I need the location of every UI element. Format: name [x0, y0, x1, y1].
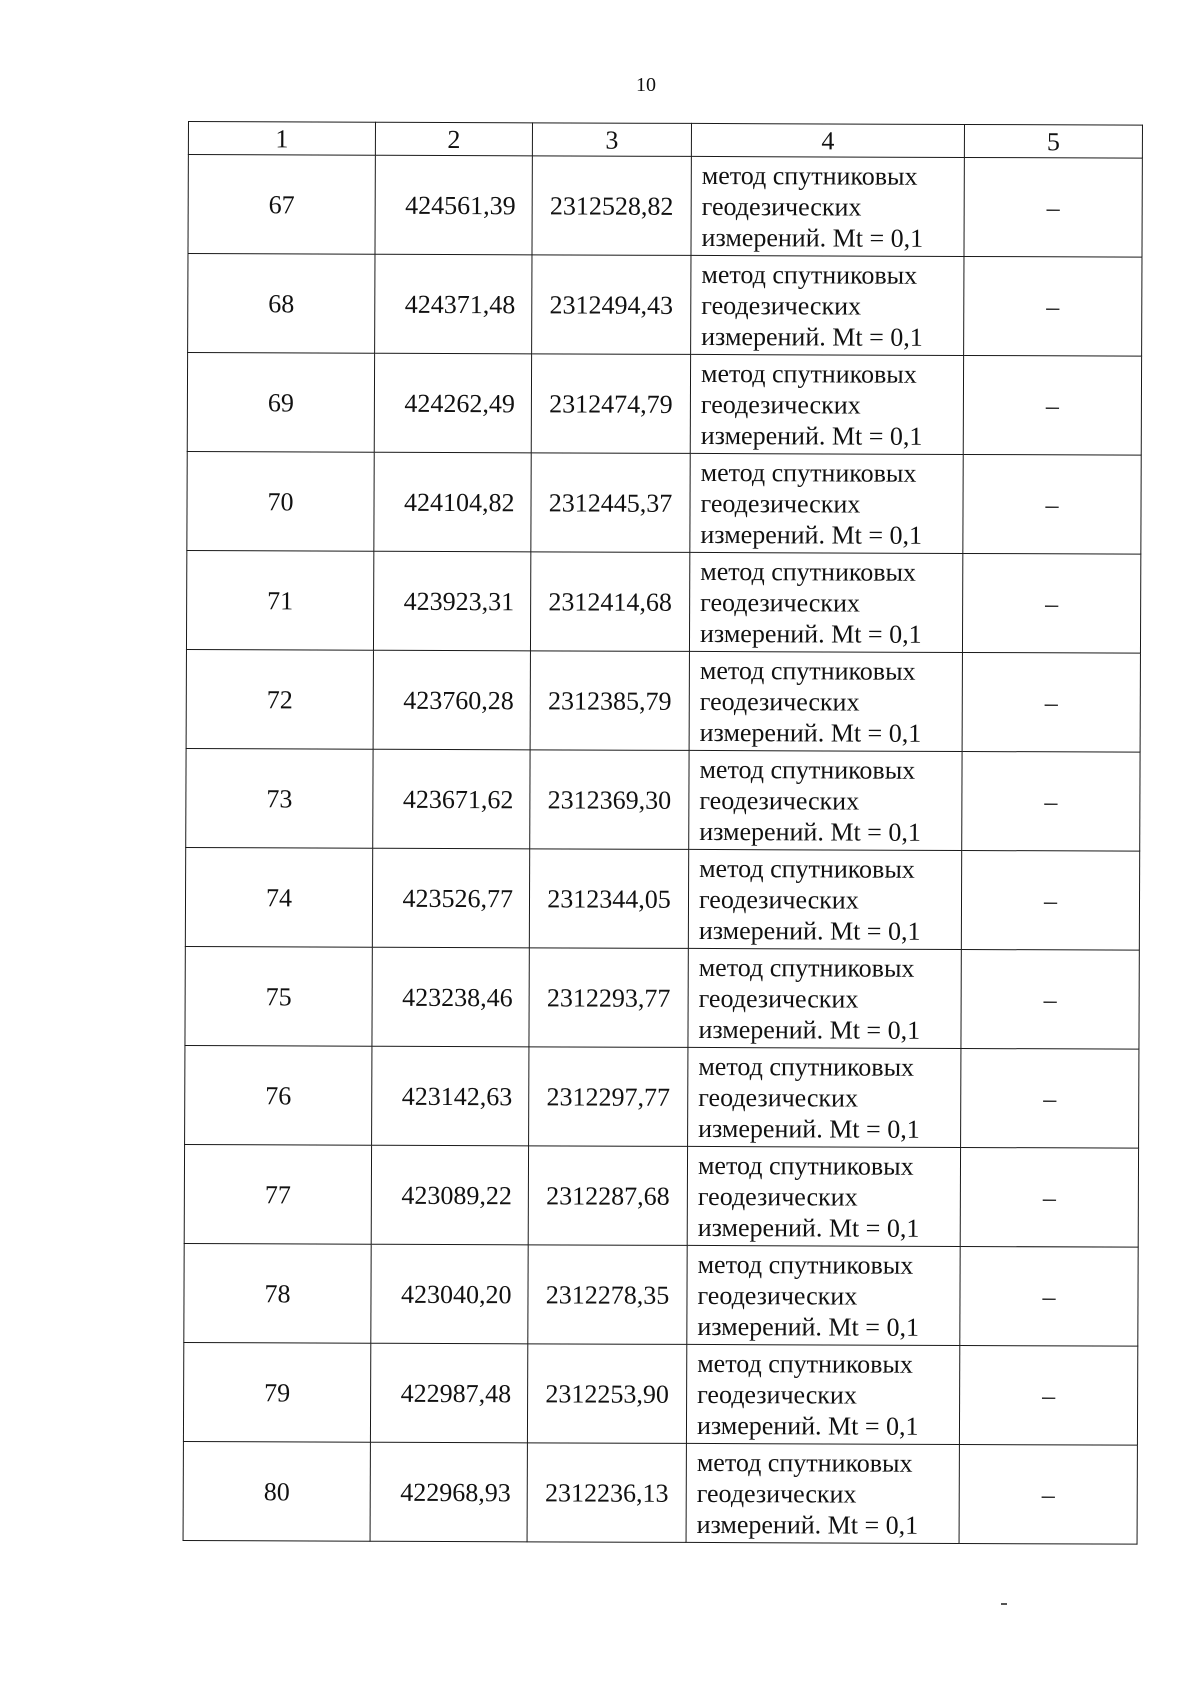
table-header-row: [188, 122, 1142, 159]
point-number-cell: 69: [187, 353, 374, 453]
method-line: метод спутниковых: [700, 358, 917, 389]
method-line: измерений. Mt = 0,1: [697, 1311, 920, 1342]
method-line: метод спутниковых: [700, 556, 917, 587]
method-cell: [691, 156, 964, 256]
note-cell: –: [961, 850, 1139, 950]
method-cell: [687, 1245, 960, 1345]
table-row: [183, 1342, 1137, 1445]
table-row: [187, 353, 1141, 456]
x-coordinate-cell: 422968,93: [370, 1442, 527, 1542]
method-line: измерений. Mt = 0,1: [701, 321, 923, 352]
x-coordinate-cell: 424371,48: [375, 254, 532, 354]
method-line: метод спутниковых: [697, 1348, 913, 1379]
y-coordinate-cell: 2312474,79: [531, 354, 690, 454]
table-row: [184, 1243, 1138, 1346]
method-line: метод спутниковых: [697, 1150, 914, 1181]
table-row: [184, 1144, 1138, 1247]
method-line: метод спутниковых: [699, 853, 915, 884]
table-row: [183, 1441, 1137, 1544]
note-cell: –: [960, 1246, 1138, 1346]
x-coordinate-cell: 424262,49: [374, 353, 531, 453]
note-cell: –: [964, 157, 1142, 257]
method-cell: [686, 1443, 959, 1543]
note-cell: –: [959, 1345, 1137, 1445]
x-coordinate-cell: 424561,39: [375, 155, 532, 255]
method-cell: [690, 453, 963, 553]
table-row: [188, 254, 1142, 357]
note-cell: –: [963, 454, 1141, 554]
y-coordinate-cell: 2312369,30: [530, 750, 689, 850]
method-line: геодезических: [697, 1181, 858, 1212]
y-coordinate-cell: 2312344,05: [529, 849, 688, 949]
scan-speck: [1001, 1603, 1007, 1605]
y-coordinate-cell: 2312445,37: [531, 453, 690, 553]
method-line: метод спутниковых: [698, 1051, 915, 1082]
column-header: 2: [375, 122, 532, 156]
page-number: 10: [636, 74, 656, 96]
method-cell: [686, 1344, 959, 1444]
y-coordinate-cell: 2312528,82: [532, 156, 691, 256]
point-number-cell: 72: [186, 649, 373, 749]
table-row: [185, 946, 1139, 1049]
y-coordinate-cell: 2312236,13: [527, 1443, 686, 1543]
y-coordinate-cell: 2312385,79: [530, 651, 689, 751]
method-line: геодезических: [700, 389, 861, 420]
point-number-cell: 71: [186, 550, 373, 650]
note-cell: –: [962, 553, 1140, 653]
column-header: 1: [188, 122, 375, 156]
method-line: геодезических: [699, 686, 860, 717]
table-row: [186, 748, 1140, 851]
method-line: измерений. Mt = 0,1: [699, 816, 921, 847]
column-header: 3: [532, 123, 691, 157]
method-line: геодезических: [700, 488, 861, 519]
note-cell: –: [962, 751, 1140, 851]
method-line: измерений. Mt = 0,1: [699, 717, 922, 748]
point-number-cell: 79: [183, 1342, 370, 1442]
x-coordinate-cell: 423040,20: [371, 1244, 528, 1344]
note-cell: –: [964, 256, 1142, 356]
x-coordinate-cell: 422987,48: [370, 1343, 527, 1443]
method-line: геодезических: [701, 290, 862, 321]
method-cell: [690, 354, 963, 454]
method-line: метод спутниковых: [697, 1249, 914, 1280]
method-line: геодезических: [700, 587, 860, 618]
table-row: [186, 550, 1140, 653]
point-number-cell: 75: [185, 946, 372, 1046]
method-line: геодезических: [697, 1379, 857, 1410]
x-coordinate-cell: 423526,77: [372, 848, 529, 948]
table-row: [187, 451, 1141, 554]
method-line: метод спутниковых: [696, 1447, 913, 1478]
method-line: геодезических: [698, 983, 859, 1014]
point-number-cell: 67: [188, 155, 375, 255]
method-line: геодезических: [701, 191, 862, 222]
method-line: измерений. Mt = 0,1: [700, 519, 923, 550]
method-cell: [688, 948, 961, 1048]
y-coordinate-cell: 2312287,68: [528, 1146, 687, 1246]
y-coordinate-cell: 2312414,68: [530, 552, 689, 652]
point-number-cell: 76: [185, 1045, 372, 1145]
method-line: метод спутниковых: [701, 160, 918, 191]
method-line: метод спутниковых: [699, 754, 916, 785]
method-cell: [689, 750, 962, 850]
y-coordinate-cell: 2312297,77: [529, 1047, 688, 1147]
table-row: [185, 847, 1139, 950]
method-line: измерений. Mt = 0,1: [698, 915, 921, 946]
y-coordinate-cell: 2312494,43: [532, 255, 691, 355]
method-line: измерений. Mt = 0,1: [700, 420, 923, 451]
method-cell: [689, 552, 962, 652]
x-coordinate-cell: 423089,22: [371, 1145, 528, 1245]
method-line: геодезических: [699, 785, 860, 816]
method-line: метод спутниковых: [698, 952, 915, 983]
method-line: измерений. Mt = 0,1: [699, 618, 922, 649]
coordinates-table: [183, 121, 1143, 1545]
point-number-cell: 68: [188, 254, 375, 354]
note-cell: –: [963, 355, 1141, 455]
point-number-cell: 70: [187, 451, 374, 551]
method-line: геодезических: [696, 1478, 857, 1509]
note-cell: –: [960, 1147, 1138, 1247]
method-line: метод спутниковых: [700, 457, 917, 488]
point-number-cell: 78: [184, 1243, 371, 1343]
column-header: 5: [964, 124, 1142, 158]
column-header: 4: [691, 123, 964, 157]
method-line: измерений. Mt = 0,1: [697, 1212, 920, 1243]
note-cell: –: [959, 1444, 1137, 1544]
method-line: измерений. Mt = 0,1: [698, 1014, 921, 1045]
table-body: [183, 122, 1142, 1545]
x-coordinate-cell: 423923,31: [373, 551, 530, 651]
note-cell: –: [961, 1048, 1139, 1148]
method-line: геодезических: [698, 1082, 859, 1113]
method-cell: [691, 255, 964, 355]
x-coordinate-cell: 423671,62: [373, 749, 530, 849]
method-line: геодезических: [698, 884, 859, 915]
note-cell: –: [961, 949, 1139, 1049]
method-line: метод спутниковых: [701, 259, 918, 290]
point-number-cell: 73: [186, 748, 373, 848]
method-line: измерений. Mt = 0,1: [696, 1509, 919, 1540]
x-coordinate-cell: 424104,82: [374, 452, 531, 552]
y-coordinate-cell: 2312253,90: [527, 1344, 686, 1444]
y-coordinate-cell: 2312293,77: [529, 948, 688, 1048]
point-number-cell: 80: [183, 1441, 370, 1541]
method-cell: [689, 651, 962, 751]
method-line: измерений. Mt = 0,1: [696, 1410, 919, 1441]
method-line: измерений. Mt = 0,1: [698, 1113, 920, 1144]
method-line: измерений. Mt = 0,1: [701, 222, 924, 253]
x-coordinate-cell: 423142,63: [372, 1046, 529, 1146]
method-line: метод спутниковых: [699, 655, 916, 686]
note-cell: –: [962, 652, 1140, 752]
x-coordinate-cell: 423238,46: [372, 947, 529, 1047]
method-line: геодезических: [697, 1280, 858, 1311]
method-cell: [687, 1146, 960, 1246]
table-row: [188, 155, 1142, 258]
x-coordinate-cell: 423760,28: [373, 650, 530, 750]
table-row: [186, 649, 1140, 752]
point-number-cell: 77: [184, 1144, 371, 1244]
y-coordinate-cell: 2312278,35: [528, 1245, 687, 1345]
table-row: [185, 1045, 1139, 1148]
method-cell: [688, 849, 961, 949]
coordinates-table-container: [183, 121, 1142, 1545]
method-cell: [688, 1047, 961, 1147]
point-number-cell: 74: [185, 847, 372, 947]
